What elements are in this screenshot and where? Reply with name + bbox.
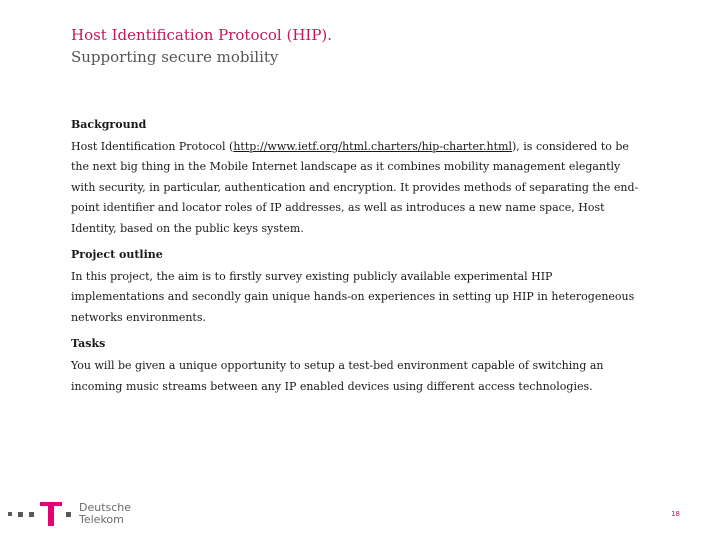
title-block	[71, 24, 332, 68]
background-heading: Background	[71, 118, 147, 131]
outline-heading: Project outline	[71, 248, 163, 262]
outline-paragraph: In this project, the aim is to firstly survey existing publicly available experimental HIP implementations and secondly gain unique hands-on experiences in setting up HIP in heterogeneous networks environments.	[71, 270, 635, 324]
logo-dot	[8, 512, 12, 516]
tasks-paragraph: You will be given a unique opportunity to setup a test-bed environment capable of switching an incoming music streams between any IP enabled devices using different access technologies.	[71, 359, 604, 393]
brand-line-1: Deutsche	[79, 501, 132, 514]
slide-content	[71, 117, 641, 405]
slide-title: Host Identification Protocol (HIP).	[71, 26, 333, 44]
logo-dots	[8, 512, 34, 517]
background-text-after: ), is considered to be the next big thing in the Mobile Internet landscape as it combines mobility management elegantly with security, in particular, authentication and encryption. It provides methods of separating the end-point identifier and locator roles of IP addresses, as well as introduces a new name space, Host Identity, based on the public keys system.	[71, 140, 639, 235]
background-paragraph	[71, 137, 641, 239]
t-mark-icon	[40, 502, 62, 526]
slide-subtitle: Supporting secure mobility	[71, 48, 279, 66]
logo-dot	[29, 512, 34, 517]
background-text-before: Host Identification Protocol (	[71, 140, 234, 153]
tasks-heading: Tasks	[71, 337, 106, 351]
logo-dots-right	[66, 512, 71, 517]
hip-charter-link[interactable]: http://www.ietf.org/html.charters/hip-charter.html	[233, 140, 512, 153]
page-number: 18	[671, 510, 680, 518]
logo-dot	[18, 512, 23, 517]
brand-name	[79, 502, 131, 526]
deutsche-telekom-logo	[8, 500, 131, 528]
brand-line-2: Telekom	[79, 513, 124, 526]
logo-dot	[66, 512, 71, 517]
